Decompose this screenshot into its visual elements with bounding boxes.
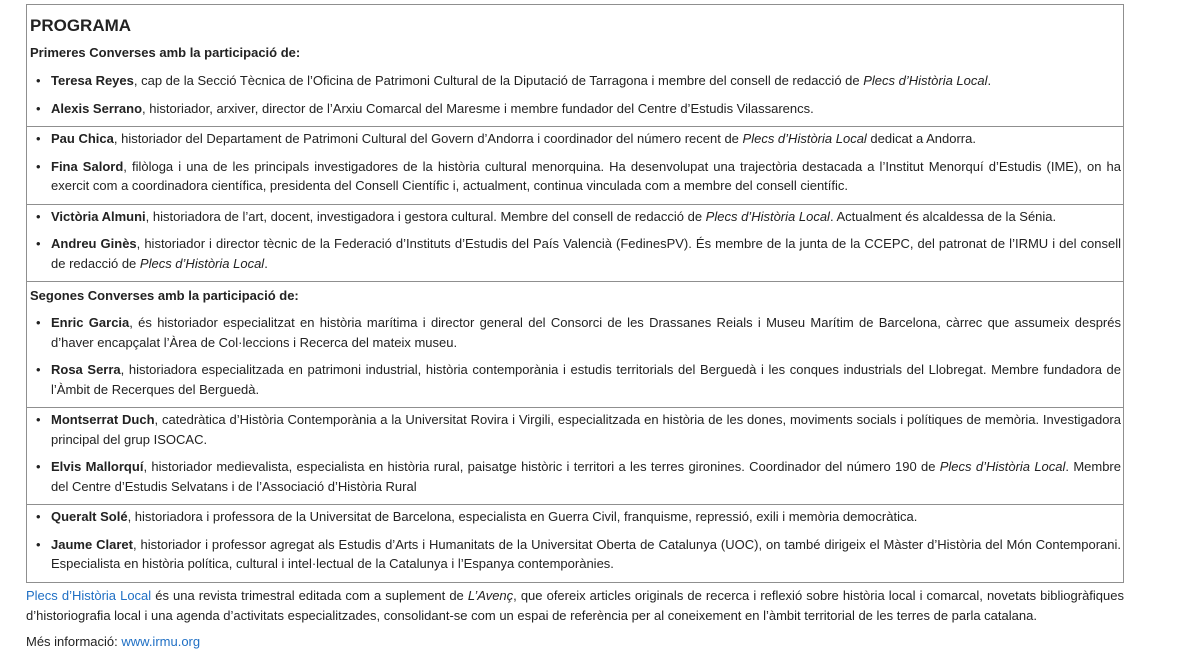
bullet-icon: • — [36, 459, 41, 474]
participant-item — [27, 457, 1123, 496]
participant-name: Teresa Reyes — [51, 73, 134, 88]
participant-description: , historiadora especialitzada en patrimoni industrial, història contemporània i estudis territorials del Berguedà i les conques industrials del Llobregat. Membre fundadora de l’Àmbit de Recerques del Berguedà. — [51, 362, 1122, 397]
participant-name: Elvis Mallorquí — [51, 459, 144, 474]
bullet-icon: • — [36, 236, 41, 251]
participant-item — [27, 99, 1123, 119]
bullet-icon: • — [36, 315, 41, 330]
bullet-icon: • — [36, 412, 41, 427]
participant-item — [27, 129, 1123, 149]
participant-item — [27, 313, 1123, 352]
participant-name: Fina Salord — [51, 158, 124, 174]
participant-group — [27, 204, 1123, 274]
participant-item — [27, 535, 1123, 574]
participant-description: , historiador medievalista, especialista en història rural, paisatge històric i territori a les terres gironines. Coordinador del número 190 de — [143, 459, 940, 474]
participant-description: , és historiador especialitzat en història marítima i director general del Consorci de les Drassanes Reials i Museu Marítim de Barcelona, càrrec que assumeix després d’haver encapçalat l’Àrea de Col·leccions i Recerca del mateix museu. — [51, 315, 1121, 350]
publication-title: Plecs d’Història Local — [863, 73, 988, 88]
participant-description: , historiador i director tècnic de la Federació d’Instituts d’Estudis del País Valencià (FedinesPV). És membre de la junta de la CCEPC, del patronat de l’IRMU i del consell de redacció de — [51, 236, 1121, 271]
participant-name: Enric Garcia — [51, 315, 130, 330]
lavenc-title: L’Avenç — [467, 588, 514, 603]
publication-title: Plecs d’Història Local — [139, 255, 265, 271]
participant-description-tail: . Membre del Centre d’Estudis Selvatans i de l’Associació d’Història Rural — [51, 459, 1121, 494]
segones-section — [27, 281, 1123, 305]
footer-paragraph — [26, 586, 1124, 625]
participant-group — [27, 407, 1123, 496]
participant-item — [27, 157, 1123, 196]
participant-description: , historiador, arxiver, director de l’Arxiu Comarcal del Maresme i membre fundador del Centre d’Estudis Vilassarencs. — [142, 100, 814, 116]
participant-item — [27, 410, 1123, 449]
participant-description: , historiadora i professora de la Universitat de Barcelona, especialista en Guerra Civil, franquisme, repressió, exili i memòria democràtica. — [127, 509, 918, 524]
participant-description: , cap de la Secció Tècnica de l’Oficina de Patrimoni Cultural de la Diputació de Tarragona i membre del consell de redacció de — [133, 73, 864, 88]
programa-title: PROGRAMA — [30, 16, 132, 35]
publication-title: Plecs d’Història Local — [742, 131, 867, 146]
bullet-icon: • — [36, 158, 41, 174]
irmu-link[interactable]: www.irmu.org — [121, 634, 201, 649]
bullet-icon: • — [36, 509, 41, 524]
participant-item — [27, 360, 1123, 399]
participant-group — [27, 504, 1123, 574]
participant-item — [27, 507, 1123, 527]
programa-box — [26, 4, 1124, 583]
participant-description-tail: . — [987, 73, 992, 88]
plecs-link[interactable]: Plecs d’Història Local — [26, 588, 152, 603]
participant-description-tail: . Actualment és alcaldessa de la Sénia. — [829, 208, 1057, 224]
participant-name: Andreu Ginès — [51, 236, 137, 251]
participant-description: , catedràtica d’Història Contemporània a la Universitat Rovira i Virgili, especialitzada en història de les dones, moviments socials i polítiques de memòria. Investigadora principal del grup ISOCAC. — [51, 412, 1121, 447]
more-info — [26, 632, 200, 651]
footer-text-2: , que ofereix articles originals de recerca i reflexió sobre història local i comarcal, novetats bibliogràfiques d’historiografia local i una agenda d’activitats especialitzades, consolidant-se com un espai de referència per al coneixement en l’àmbit territorial de les terres de parla catalana. — [26, 588, 1124, 623]
participant-name: Alexis Serrano — [51, 100, 143, 116]
participant-description: , historiadora de l’art, docent, investigadora i gestora cultural. Membre del consell de redacció de — [145, 208, 706, 224]
participant-description: , historiador del Departament de Patrimoni Cultural del Govern d’Andorra i coordinador del número recent de — [113, 131, 743, 146]
participant-item — [27, 234, 1123, 273]
participant-description: , filòloga i una de les principals investigadores de la història cultural menorquina. Ha desenvolupat una trajectòria destacada a l’Institut Menorquí d’Estudis (IME), on ha exercit com a coordinadora científica, presidenta del Consell Científic i, actualment, continua vinculada com a membre del consell científic. — [51, 158, 1121, 193]
participant-group — [27, 126, 1123, 196]
participant-name: Jaume Claret — [51, 536, 133, 552]
participant-item — [27, 207, 1123, 227]
bullet-icon: • — [36, 536, 41, 552]
publication-title: Plecs d’Història Local — [705, 208, 830, 224]
participant-name: Victòria Almuni — [51, 208, 146, 224]
participant-name: Rosa Serra — [51, 362, 121, 377]
participant-item — [27, 71, 1123, 91]
participant-group — [27, 62, 1123, 118]
bullet-icon: • — [36, 73, 41, 88]
publication-title: Plecs d’Història Local — [939, 459, 1066, 474]
participant-name: Pau Chica — [51, 131, 114, 146]
participant-name: Montserrat Duch — [51, 412, 155, 427]
participant-name: Queralt Solé — [51, 509, 128, 524]
participant-description: , historiador i professor agregat als Estudis d’Arts i Humanitats de la Universitat Oberta de Catalunya (UOC), on també dirigeix el Màster d’Història del Món Contemporani. Especialista en història política, cultural i intel·lectual de la Catalunya i l’Espanya contemporànies. — [51, 536, 1121, 571]
footer-text-1: és una revista trimestral editada com a suplement de — [151, 588, 468, 603]
bullet-icon: • — [36, 100, 41, 116]
bullet-icon: • — [36, 131, 41, 146]
participant-description-tail: . — [264, 255, 268, 271]
bullet-icon: • — [36, 362, 41, 377]
participant-group — [27, 305, 1123, 399]
segones-converses-heading: Segones Converses amb la participació de: — [30, 288, 299, 303]
participant-description-tail: dedicat a Andorra. — [866, 131, 976, 146]
primeres-converses-heading: Primeres Converses amb la participació de: — [30, 45, 301, 60]
bullet-icon: • — [36, 208, 41, 224]
more-info-label: Més informació: — [26, 634, 122, 649]
